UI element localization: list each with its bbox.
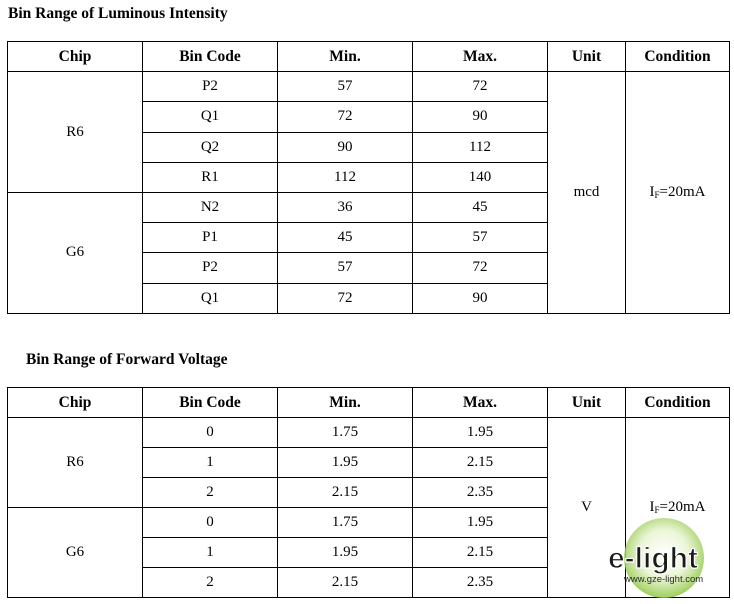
chip-cell: G6 <box>8 508 143 598</box>
table-row <box>8 418 730 448</box>
header-min: Min. <box>278 388 413 418</box>
max-cell: 2.15 <box>413 448 548 478</box>
header-max: Max. <box>413 388 548 418</box>
condition-symbol: I <box>649 183 655 200</box>
luminous-intensity-title: Bin Range of Luminous Intensity <box>8 5 228 22</box>
bin-code-cell: 0 <box>143 418 278 448</box>
max-cell: 2.35 <box>413 478 548 508</box>
bin-code-cell: 1 <box>143 538 278 568</box>
table-row <box>8 72 730 102</box>
header-row <box>8 42 730 72</box>
min-cell: 2.15 <box>278 568 413 598</box>
condition-value: =20mA <box>659 499 706 515</box>
min-cell: 45 <box>278 223 413 253</box>
header-bin-code: Bin Code <box>143 388 278 418</box>
max-cell: 140 <box>413 162 548 192</box>
forward-voltage-title: Bin Range of Forward Voltage <box>26 351 228 368</box>
bin-code-cell: N2 <box>143 192 278 222</box>
luminous-intensity-table <box>7 41 730 314</box>
chip-cell: R6 <box>8 418 143 508</box>
min-cell: 1.75 <box>278 418 413 448</box>
unit-cell: mcd <box>548 72 626 314</box>
max-cell: 2.35 <box>413 568 548 598</box>
header-unit: Unit <box>548 388 626 418</box>
condition-value: =20mA <box>659 183 706 200</box>
chip-cell: R6 <box>8 72 143 193</box>
bin-code-cell: P1 <box>143 223 278 253</box>
logo-url-text: www.gze-light.com <box>624 574 704 585</box>
max-cell: 90 <box>413 102 548 132</box>
max-cell: 90 <box>413 283 548 313</box>
max-cell: 57 <box>413 223 548 253</box>
max-cell: 1.95 <box>413 418 548 448</box>
header-condition: Condition <box>626 388 730 418</box>
min-cell: 57 <box>278 72 413 102</box>
condition-subscript: F <box>654 189 660 200</box>
min-cell: 90 <box>278 132 413 162</box>
condition-cell <box>626 72 730 314</box>
header-condition: Condition <box>626 42 730 72</box>
min-cell: 72 <box>278 283 413 313</box>
e-light-logo <box>606 516 732 602</box>
unit-cell: V <box>548 418 626 598</box>
condition-symbol: I <box>649 499 655 515</box>
max-cell: 112 <box>413 132 548 162</box>
max-cell: 45 <box>413 192 548 222</box>
min-cell: 36 <box>278 192 413 222</box>
header-unit: Unit <box>548 42 626 72</box>
chip-cell: G6 <box>8 192 143 313</box>
header-min: Min. <box>278 42 413 72</box>
min-cell: 2.15 <box>278 478 413 508</box>
logo-brand-text: e-light <box>608 542 698 575</box>
bin-code-cell: 2 <box>143 568 278 598</box>
bin-code-cell: R1 <box>143 162 278 192</box>
max-cell: 2.15 <box>413 538 548 568</box>
bin-code-cell: Q2 <box>143 132 278 162</box>
max-cell: 1.95 <box>413 508 548 538</box>
min-cell: 112 <box>278 162 413 192</box>
header-max: Max. <box>413 42 548 72</box>
bin-code-cell: 2 <box>143 478 278 508</box>
max-cell: 72 <box>413 72 548 102</box>
header-chip: Chip <box>8 388 143 418</box>
header-chip: Chip <box>8 42 143 72</box>
min-cell: 1.75 <box>278 508 413 538</box>
header-row <box>8 388 730 418</box>
condition-subscript: F <box>654 505 660 515</box>
bin-code-cell: 0 <box>143 508 278 538</box>
bin-code-cell: Q1 <box>143 283 278 313</box>
header-bin-code: Bin Code <box>143 42 278 72</box>
min-cell: 57 <box>278 253 413 283</box>
max-cell: 72 <box>413 253 548 283</box>
bin-code-cell: P2 <box>143 253 278 283</box>
bin-code-cell: Q1 <box>143 102 278 132</box>
min-cell: 72 <box>278 102 413 132</box>
bin-code-cell: 1 <box>143 448 278 478</box>
bin-code-cell: P2 <box>143 72 278 102</box>
min-cell: 1.95 <box>278 538 413 568</box>
min-cell: 1.95 <box>278 448 413 478</box>
